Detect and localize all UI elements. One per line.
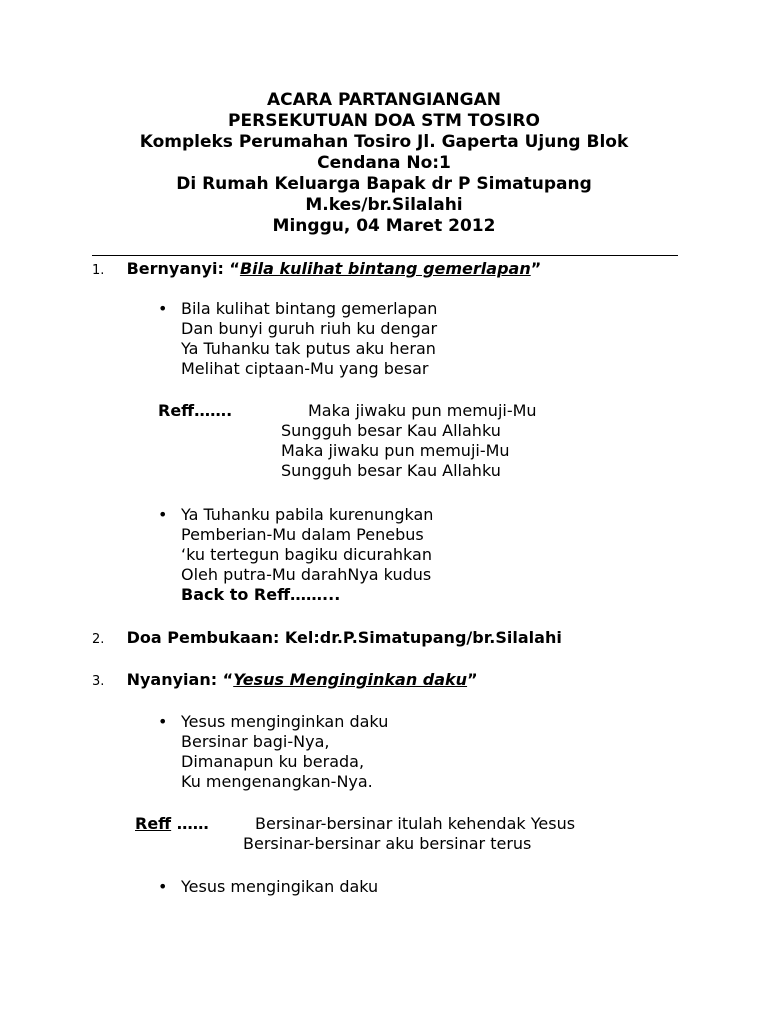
lyric-line: Ya Tuhanku pabila kurenungkan [181, 505, 434, 524]
item-2 [92, 628, 562, 650]
lyric-line: Bersinar bagi-Nya, [181, 732, 330, 751]
lyric-line: ‘ku tertegun bagiku dicurahkan [181, 545, 432, 564]
bullet-icon: • [158, 877, 168, 896]
lyric-line: Yesus mengingikan daku [181, 877, 379, 896]
reff-line: Sungguh besar Kau Allahku [281, 421, 501, 440]
item-3 [92, 670, 478, 692]
verse-1 [181, 299, 437, 379]
lyric-line: Oleh putra-Mu darahNya kudus [181, 565, 432, 584]
reff-label: Reff [135, 814, 172, 833]
reff-line: Sungguh besar Kau Allahku [281, 461, 501, 480]
reff-label: Reff……. [158, 401, 233, 420]
reff-dots: …… [171, 814, 209, 833]
header-line-4: Cendana No:1 [317, 153, 451, 173]
bullet-icon: • [158, 299, 168, 318]
header-line-2: PERSEKUTUAN DOA STM TOSIRO [228, 111, 540, 131]
header-line-1: ACARA PARTANGIANGAN [267, 90, 501, 110]
item-text: Doa Pembukaan: Kel:dr.P.Simatupang/br.Silalahi [126, 628, 562, 647]
reff-line: Maka jiwaku pun memuji-Mu [308, 401, 537, 420]
quote-close: ” [467, 670, 478, 689]
back-to-reff: Back to Reff……... [181, 585, 341, 604]
lyric-line: Bila kulihat bintang gemerlapan [181, 299, 438, 318]
lyric-line: Dan bunyi guruh riuh ku dengar [181, 319, 438, 338]
lyric-line: Ya Tuhanku tak putus aku heran [181, 339, 436, 358]
song-title: Yesus Menginginkan daku [233, 670, 468, 689]
bullet-icon: • [158, 505, 168, 524]
lyric-line: Pemberian-Mu dalam Penebus [181, 525, 424, 544]
header-divider [92, 255, 678, 256]
lyric-line: Yesus menginginkan daku [181, 712, 389, 731]
header-line-3: Kompleks Perumahan Tosiro Jl. Gaperta Ujung Blok [139, 132, 629, 152]
item-1 [92, 259, 541, 281]
item-number: 1. [92, 263, 105, 278]
item-label: Nyanyian: “ [126, 670, 234, 689]
lyric-line: Melihat ciptaan-Mu yang besar [181, 359, 429, 378]
reff-line: Maka jiwaku pun memuji-Mu [281, 441, 510, 460]
verse-2 [181, 505, 433, 605]
song-title: Bila kulihat bintang gemerlapan [239, 259, 531, 278]
item-number: 2. [92, 632, 105, 647]
lyric-line: Ku mengenangkan-Nya. [181, 772, 373, 791]
verse-1 [181, 712, 388, 792]
reff-line: Bersinar-bersinar aku bersinar terus [243, 834, 532, 853]
reff-label-line [135, 814, 209, 834]
bullet-icon: • [158, 712, 168, 731]
reff-line: Bersinar-bersinar itulah kehendak Yesus [255, 814, 576, 833]
header-line-6: M.kes/br.Silalahi [305, 195, 463, 215]
header-line-5: Di Rumah Keluarga Bapak dr P Simatupang [176, 174, 592, 194]
item-number: 3. [92, 674, 105, 689]
document-header [0, 90, 768, 237]
item-label: Bernyanyi: “ [126, 259, 240, 278]
header-line-7: Minggu, 04 Maret 2012 [272, 216, 496, 236]
lyric-line: Dimanapun ku berada, [181, 752, 365, 771]
reff-lines [281, 421, 510, 481]
quote-close: ” [530, 259, 542, 278]
